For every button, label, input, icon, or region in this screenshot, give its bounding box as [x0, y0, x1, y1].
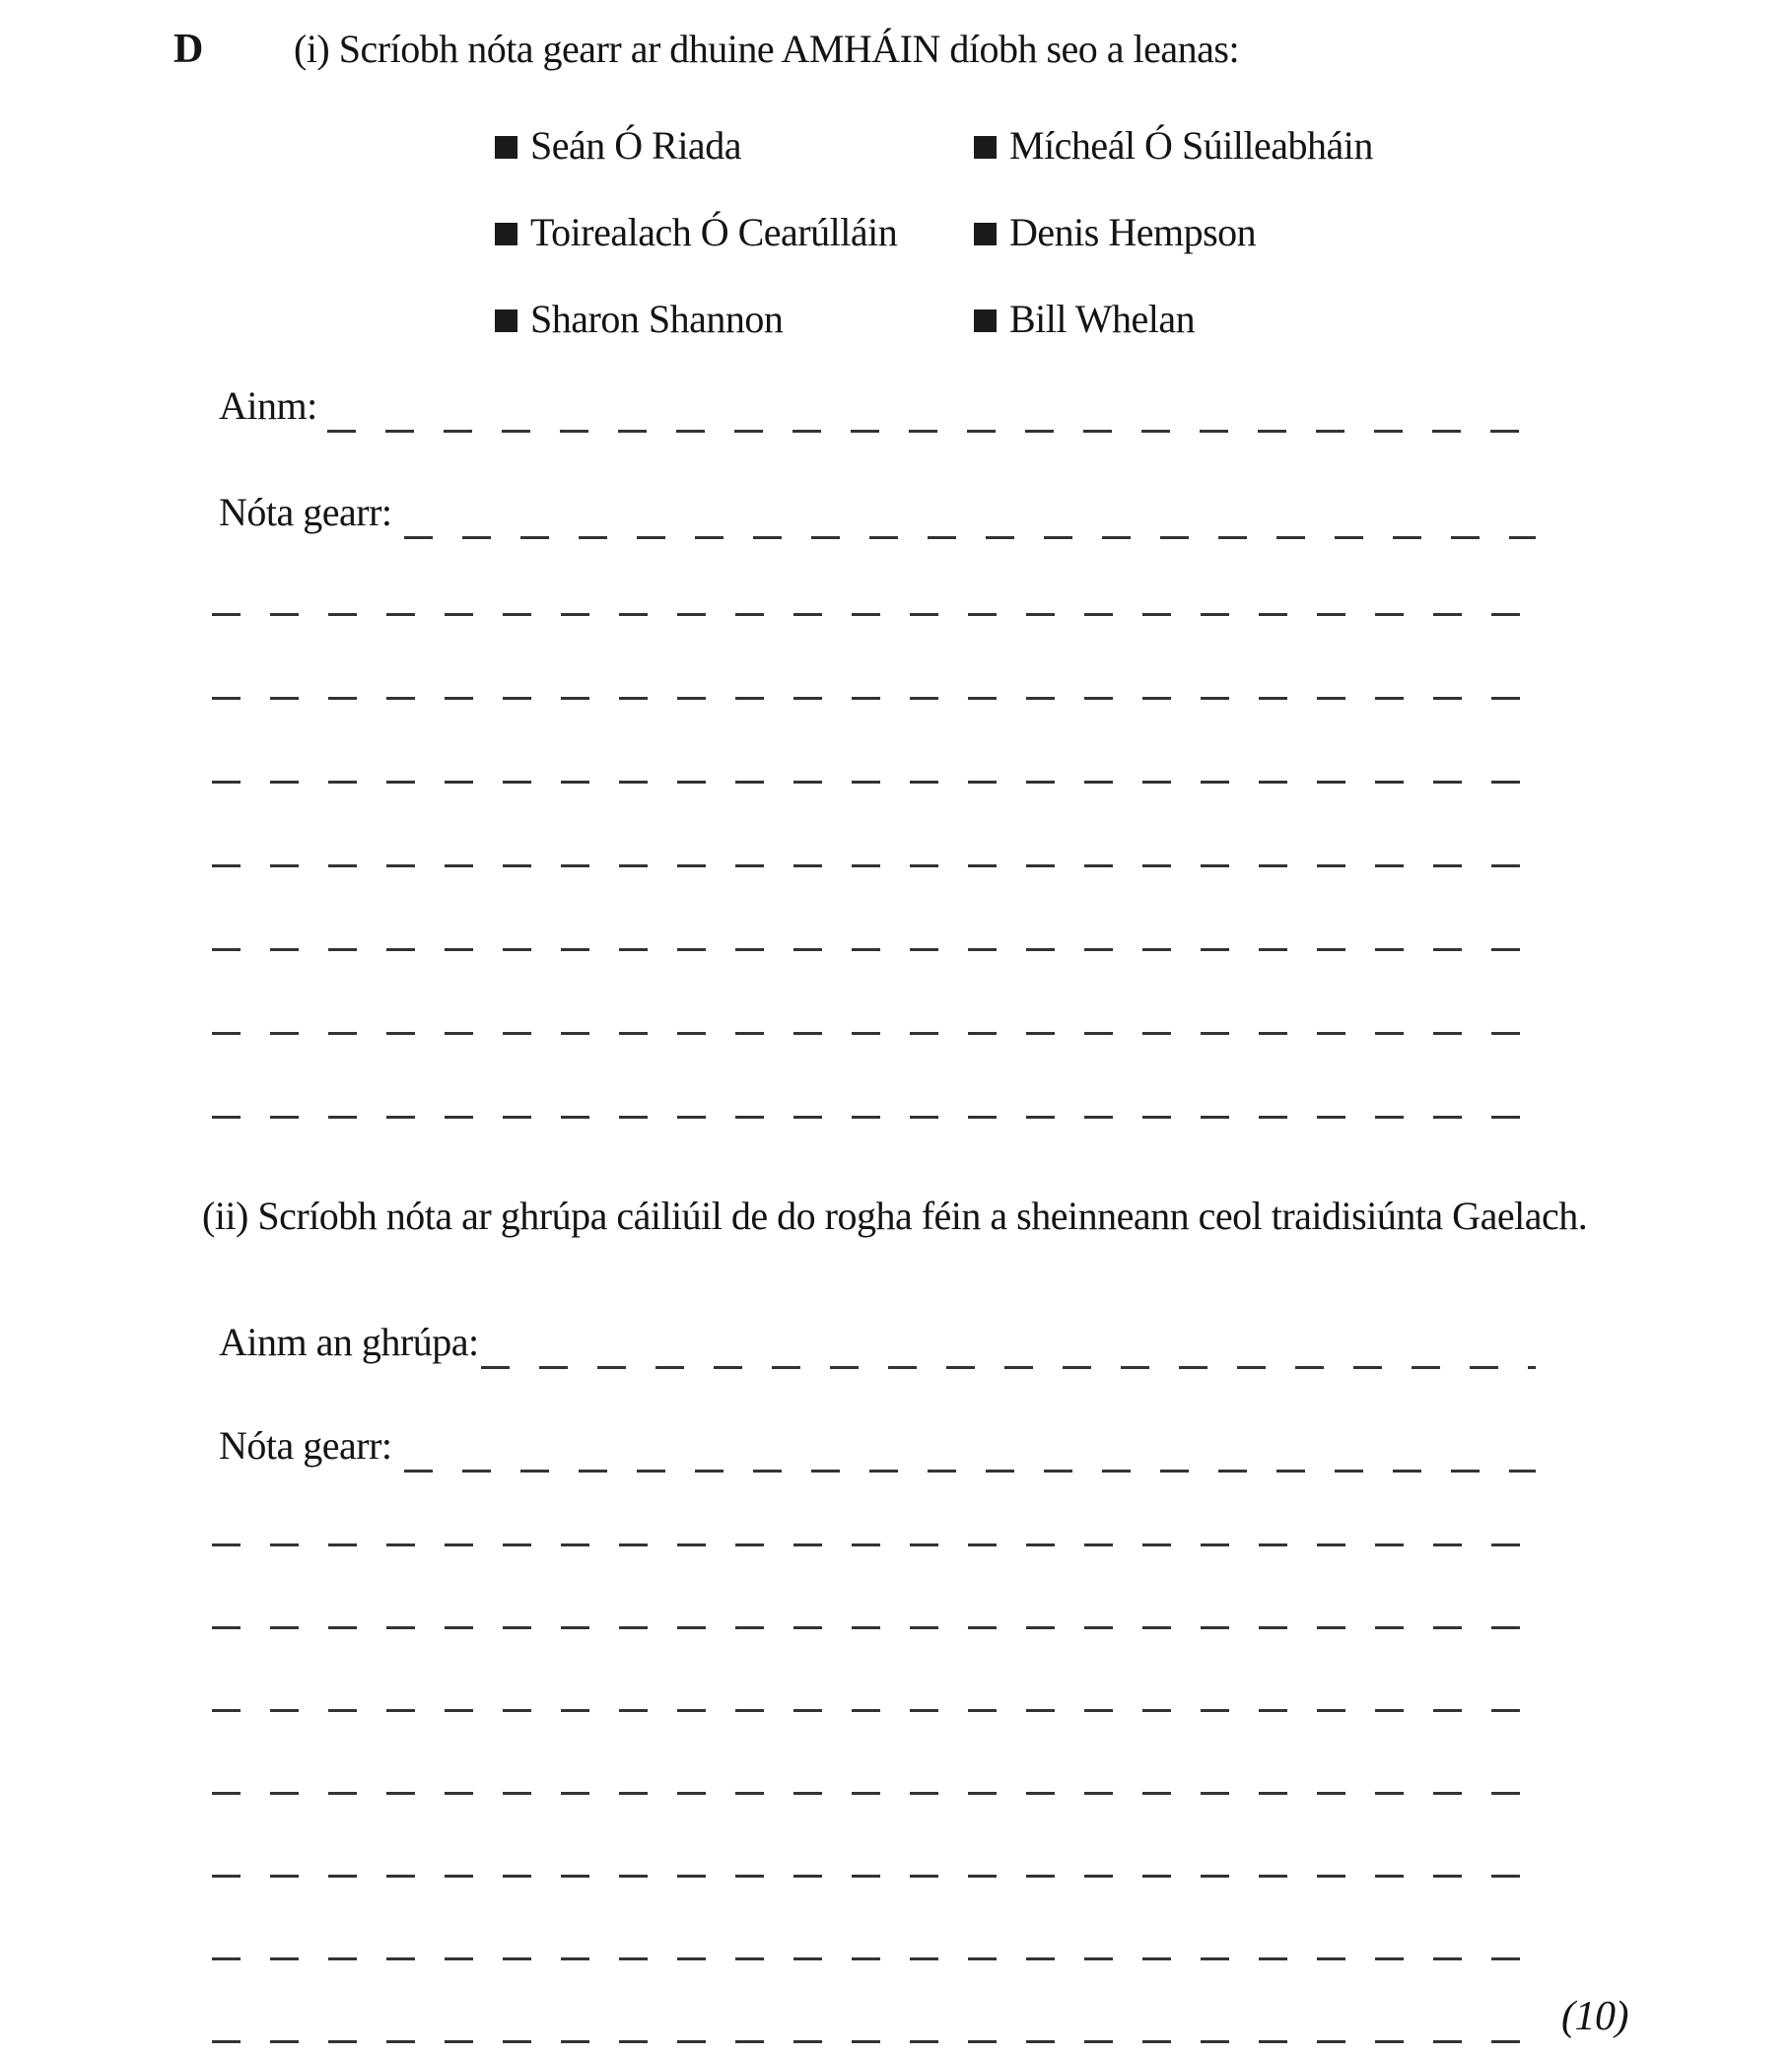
option-row	[974, 124, 1373, 168]
bullet-square-icon	[974, 223, 997, 245]
blank-answer-line	[212, 781, 1536, 784]
short-note-field-blank-line	[404, 536, 1536, 539]
bullet-square-icon	[495, 223, 517, 245]
blank-answer-line	[212, 864, 1536, 867]
option-label: Toirealach Ó Cearúlláin	[530, 210, 898, 254]
blank-answer-line	[212, 1792, 1536, 1795]
short-note-field-blank-line	[404, 1470, 1536, 1473]
part-ii-heading: (ii) Scríobh nóta ar ghrúpa cáiliúil de do rogha féin a sheinneann ceol traidisiúnta Gaelach.	[202, 1194, 1588, 1238]
blank-answer-line	[212, 1543, 1536, 1546]
option-label: Bill Whelan	[1009, 297, 1196, 341]
option-label: Denis Hempson	[1009, 210, 1257, 254]
blank-answer-line	[212, 2040, 1536, 2043]
blank-answer-line	[212, 697, 1536, 700]
marks-badge: (10)	[1561, 1994, 1628, 2039]
option-row	[974, 211, 1256, 254]
option-label: Mícheál Ó Súilleabháin	[1009, 123, 1373, 168]
blank-answer-line	[212, 1116, 1536, 1119]
option-label: Seán Ó Riada	[530, 123, 741, 168]
part-i-answer-lines	[212, 613, 1536, 1119]
option-row	[974, 298, 1195, 341]
bullet-square-icon	[495, 309, 517, 332]
bullet-square-icon	[974, 136, 997, 159]
option-row	[495, 124, 741, 168]
group-name-field-blank-line	[481, 1366, 1536, 1369]
blank-answer-line	[212, 1875, 1536, 1878]
blank-answer-line	[212, 948, 1536, 951]
bullet-square-icon	[974, 309, 997, 332]
name-field-blank-line	[327, 430, 1536, 433]
option-row	[495, 298, 783, 341]
part-i-heading: (i) Scríobh nóta gearr ar dhuine AMHÁIN díobh seo a leanas:	[294, 27, 1240, 71]
group-name-field-label: Ainm an ghrúpa:	[219, 1320, 479, 1364]
short-note-field-label: Nóta gearr:	[219, 1423, 392, 1468]
short-note-field-label: Nóta gearr:	[219, 490, 392, 534]
part-ii-answer-lines	[212, 1543, 1536, 2043]
name-field-label: Ainm:	[219, 383, 317, 428]
blank-answer-line	[212, 613, 1536, 616]
blank-answer-line	[212, 1032, 1536, 1035]
option-row	[495, 211, 897, 254]
section-letter: D	[173, 27, 203, 72]
bullet-square-icon	[495, 136, 517, 159]
blank-answer-line	[212, 1626, 1536, 1629]
blank-answer-line	[212, 1957, 1536, 1960]
option-label: Sharon Shannon	[530, 297, 784, 341]
blank-answer-line	[212, 1709, 1536, 1712]
